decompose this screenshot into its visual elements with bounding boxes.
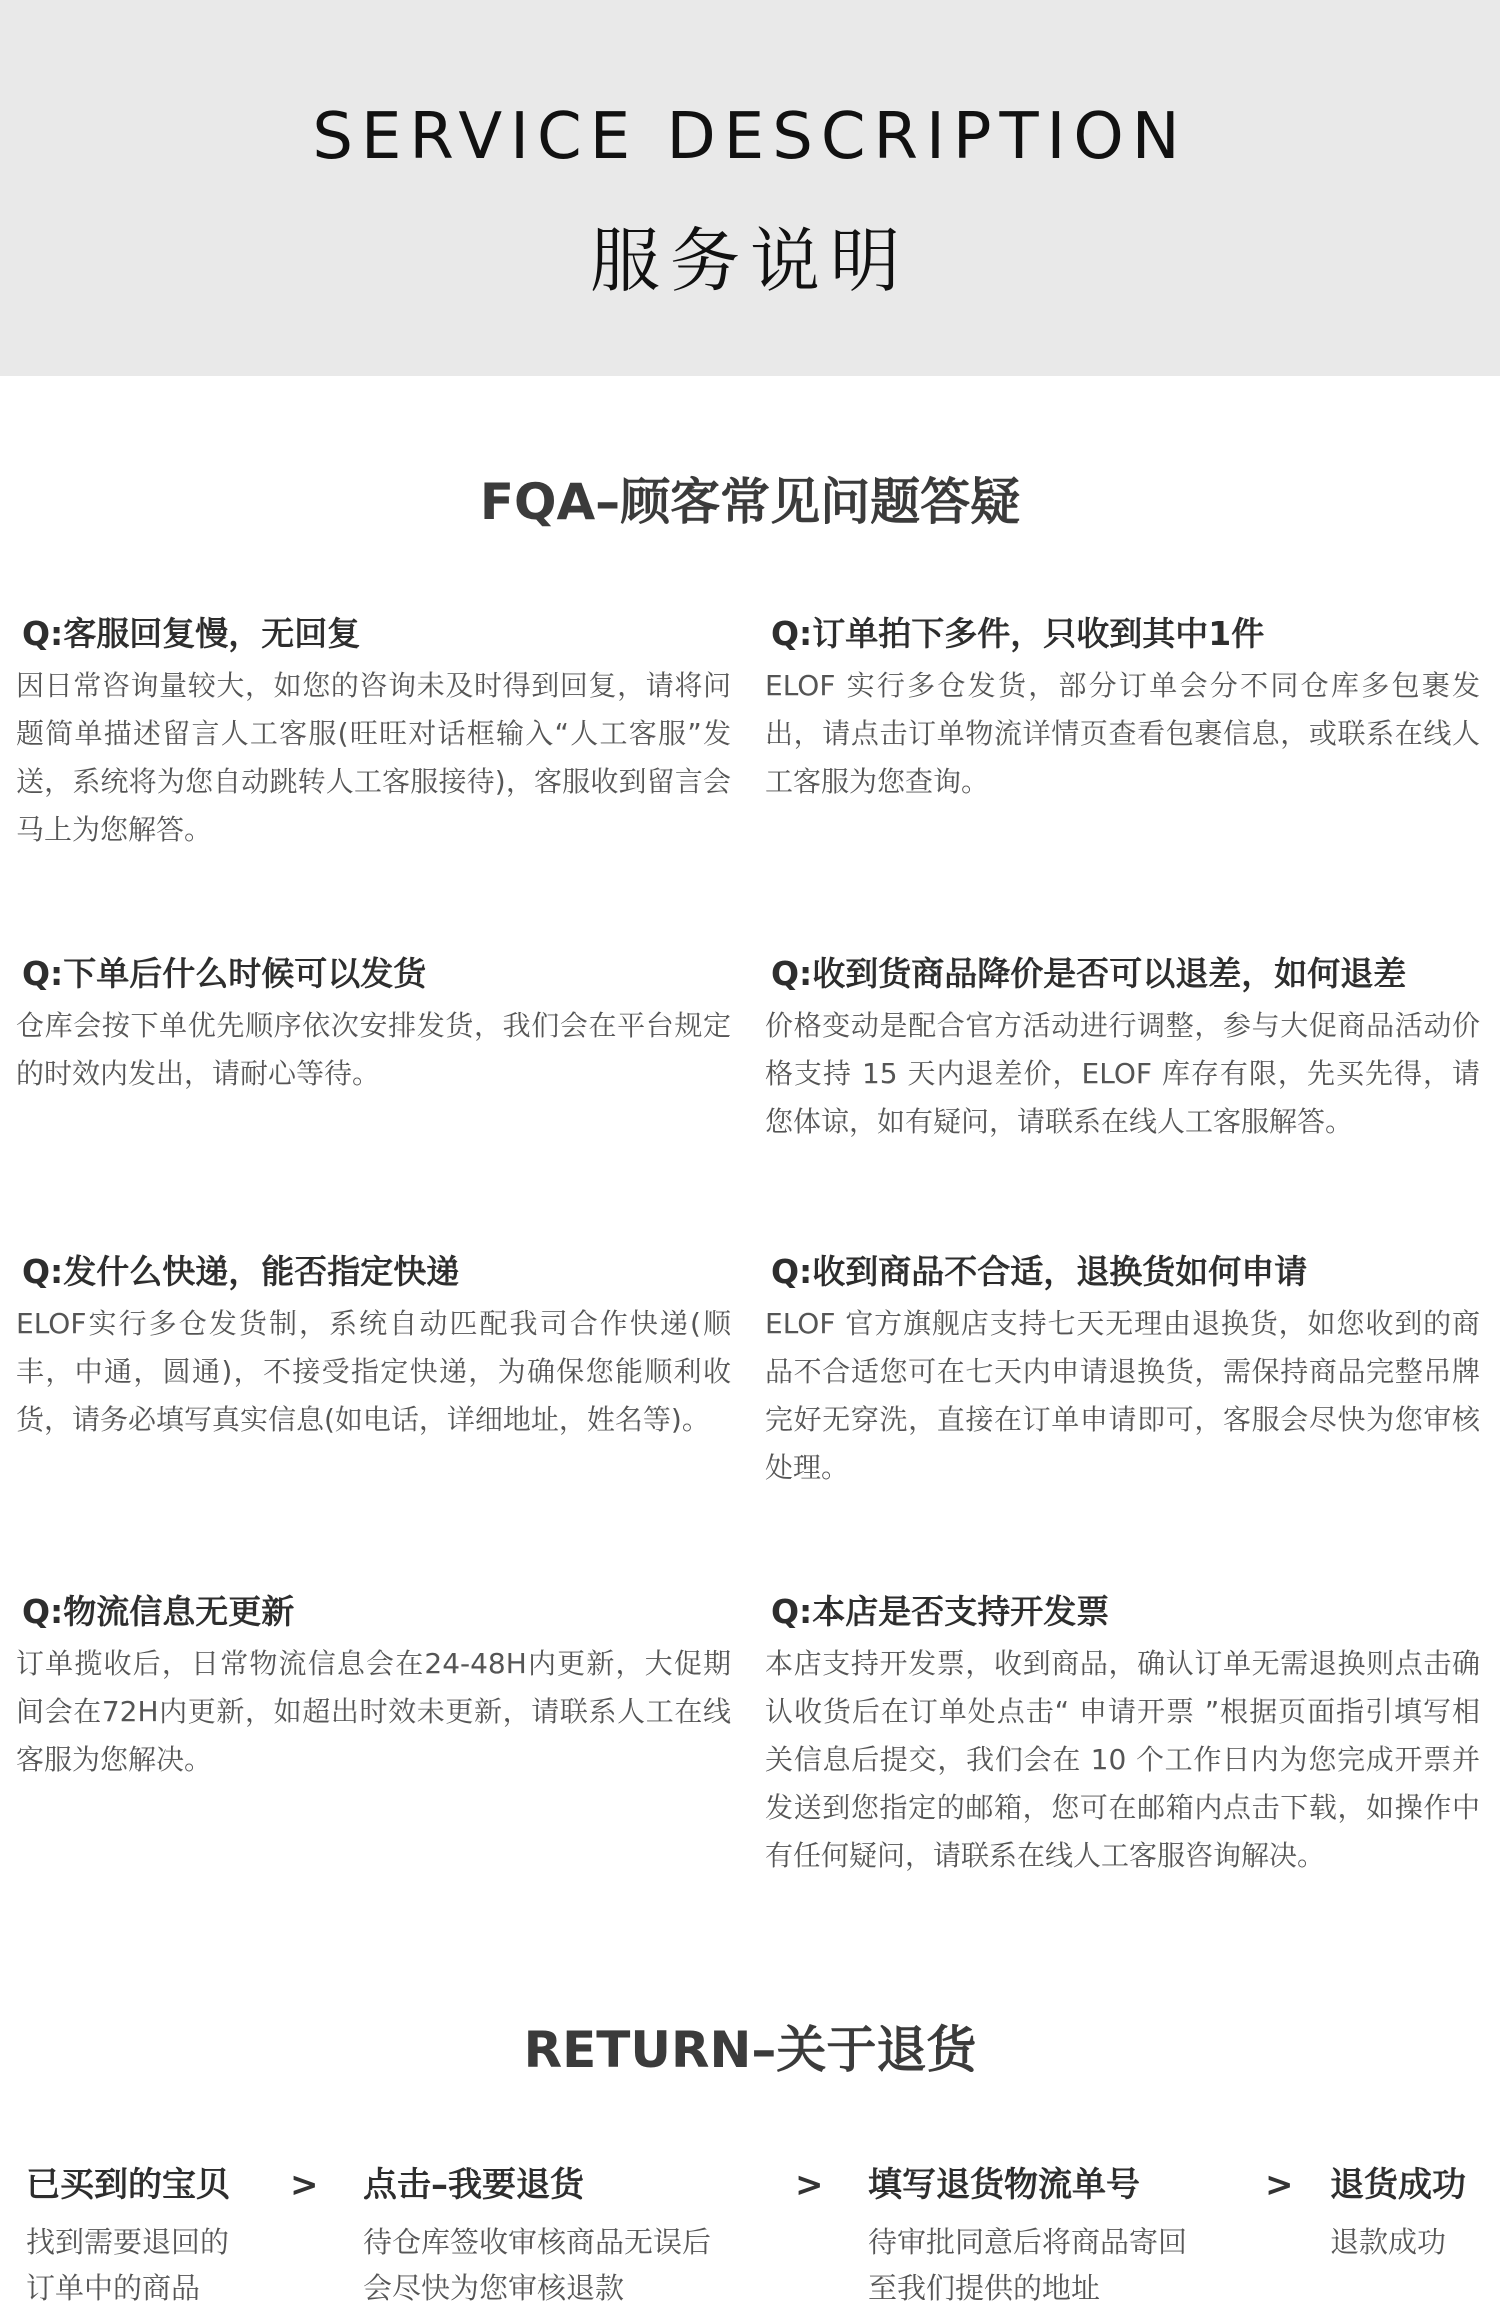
faq-answer: 订单揽收后，日常物流信息会在24-48H内更新，大促期间会在72H内更新，如超出时效未更新，请联系人工在线客服为您解决。 — [16, 1647, 731, 1776]
faq-question: Q:收到货商品降价是否可以退差，如何退差 — [771, 954, 1407, 993]
faq-answer: 价格变动是配合官方活动进行调整，参与大促商品活动价格支持 15 天内退差价，ELOF 库存有限，先买先得，请您体谅，如有疑问，请联系在线人工客服解答。 — [765, 1009, 1480, 1138]
return-step-find-order — [26, 2163, 230, 2311]
step-description-line: 会尽快为您审核退款 — [363, 2271, 625, 2305]
step-description — [868, 2219, 1187, 2311]
faq-question: Q:物流信息无更新 — [22, 1592, 295, 1631]
step-title: 点击–我要退货 — [363, 2165, 584, 2205]
faq-item-slow-reply — [16, 612, 731, 854]
faq-answer: 仓库会按下单优先顺序依次安排发货，我们会在平台规定的时效内发出，请耐心等待。 — [16, 1009, 731, 1090]
step-title: 退货成功 — [1330, 2165, 1466, 2205]
return-steps — [0, 2163, 1500, 2322]
faq-answer: ELOF 官方旗舰店支持七天无理由退换货，如您收到的商品不合适您可在七天内申请退换货，需保持商品完整吊牌完好无穿洗，直接在订单申请即可，客服会尽快为您审核处理。 — [765, 1307, 1480, 1484]
step-description — [1330, 2219, 1466, 2265]
faq-question: Q:收到商品不合适，退换货如何申请 — [771, 1252, 1308, 1291]
chevron-right-icon: > — [1265, 2165, 1294, 2205]
step-description-line: 退款成功 — [1330, 2225, 1447, 2259]
faq-answer: ELOF 实行多仓发货，部分订单会分不同仓库多包裹发出，请点击订单物流详情页查看包裹信息，或联系在线人工客服为您查询。 — [765, 669, 1480, 798]
faq-question: Q:发什么快递，能否指定快递 — [22, 1252, 460, 1291]
step-description-line: 至我们提供的地址 — [868, 2271, 1101, 2305]
return-section-title: RETURN–关于退货 — [523, 2021, 977, 2079]
faq-section-title: FQA–顾客常见问题答疑 — [479, 473, 1021, 531]
faq-question: Q:客服回复慢，无回复 — [22, 614, 361, 653]
faq-item-courier — [16, 1250, 731, 1444]
faq-item-logistics — [16, 1590, 731, 1784]
faq-answer: 本店支持开发票，收到商品，确认订单无需退换则点击确认收货后在订单处点击“ 申请开票 ”根据页面指引填写相关信息后提交，我们会在 10 个工作日内为您完成开票并发送到您指定的邮箱，您可在邮箱内点击下载，如操作中有任何疑问，请联系在线人工客服咨询解决。 — [765, 1647, 1480, 1872]
header-banner — [0, 0, 1500, 376]
step-title: 已买到的宝贝 — [26, 2165, 230, 2205]
return-step-success — [1330, 2163, 1466, 2265]
faq-item-invoice — [765, 1590, 1480, 1880]
return-step-request-return — [363, 2163, 711, 2311]
step-title: 填写退货物流单号 — [868, 2165, 1140, 2205]
faq-question: Q:订单拍下多件，只收到其中1件 — [771, 614, 1265, 653]
faq-item-returns — [765, 1250, 1480, 1492]
faq-question: Q:本店是否支持开发票 — [771, 1592, 1110, 1631]
step-description-line: 待审批同意后将商品寄回 — [868, 2225, 1188, 2259]
faq-question: Q:下单后什么时候可以发货 — [22, 954, 427, 993]
header-title-en: SERVICE DESCRIPTION — [312, 100, 1188, 174]
step-description — [26, 2219, 230, 2311]
step-description — [363, 2219, 711, 2311]
step-description-line: 待仓库签收审核商品无误后 — [363, 2225, 712, 2259]
step-description-line: 找到需要退回的 — [26, 2225, 230, 2259]
faq-answer: 因日常咨询量较大，如您的咨询未及时得到回复，请将问题简单描述留言人工客服(旺旺对话框输入“人工客服”发送，系统将为您自动跳转人工客服接待)，客服收到留言会马上为您解答。 — [16, 669, 731, 846]
step-description-line: 订单中的商品 — [26, 2271, 201, 2305]
return-step-tracking-number — [868, 2163, 1187, 2311]
faq-item-shipping-time — [16, 952, 731, 1098]
chevron-right-icon: > — [795, 2165, 824, 2205]
faq-answer: ELOF实行多仓发货制，系统自动匹配我司合作快递(顺丰，中通，圆通)，不接受指定快递，为确保您能顺利收货，请务必填写真实信息(如电话，详细地址，姓名等)。 — [16, 1307, 731, 1436]
faq-item-partial-delivery — [765, 612, 1480, 806]
faq-item-price-difference — [765, 952, 1480, 1146]
header-title-zh: 服务说明 — [590, 220, 910, 302]
chevron-right-icon: > — [290, 2165, 319, 2205]
